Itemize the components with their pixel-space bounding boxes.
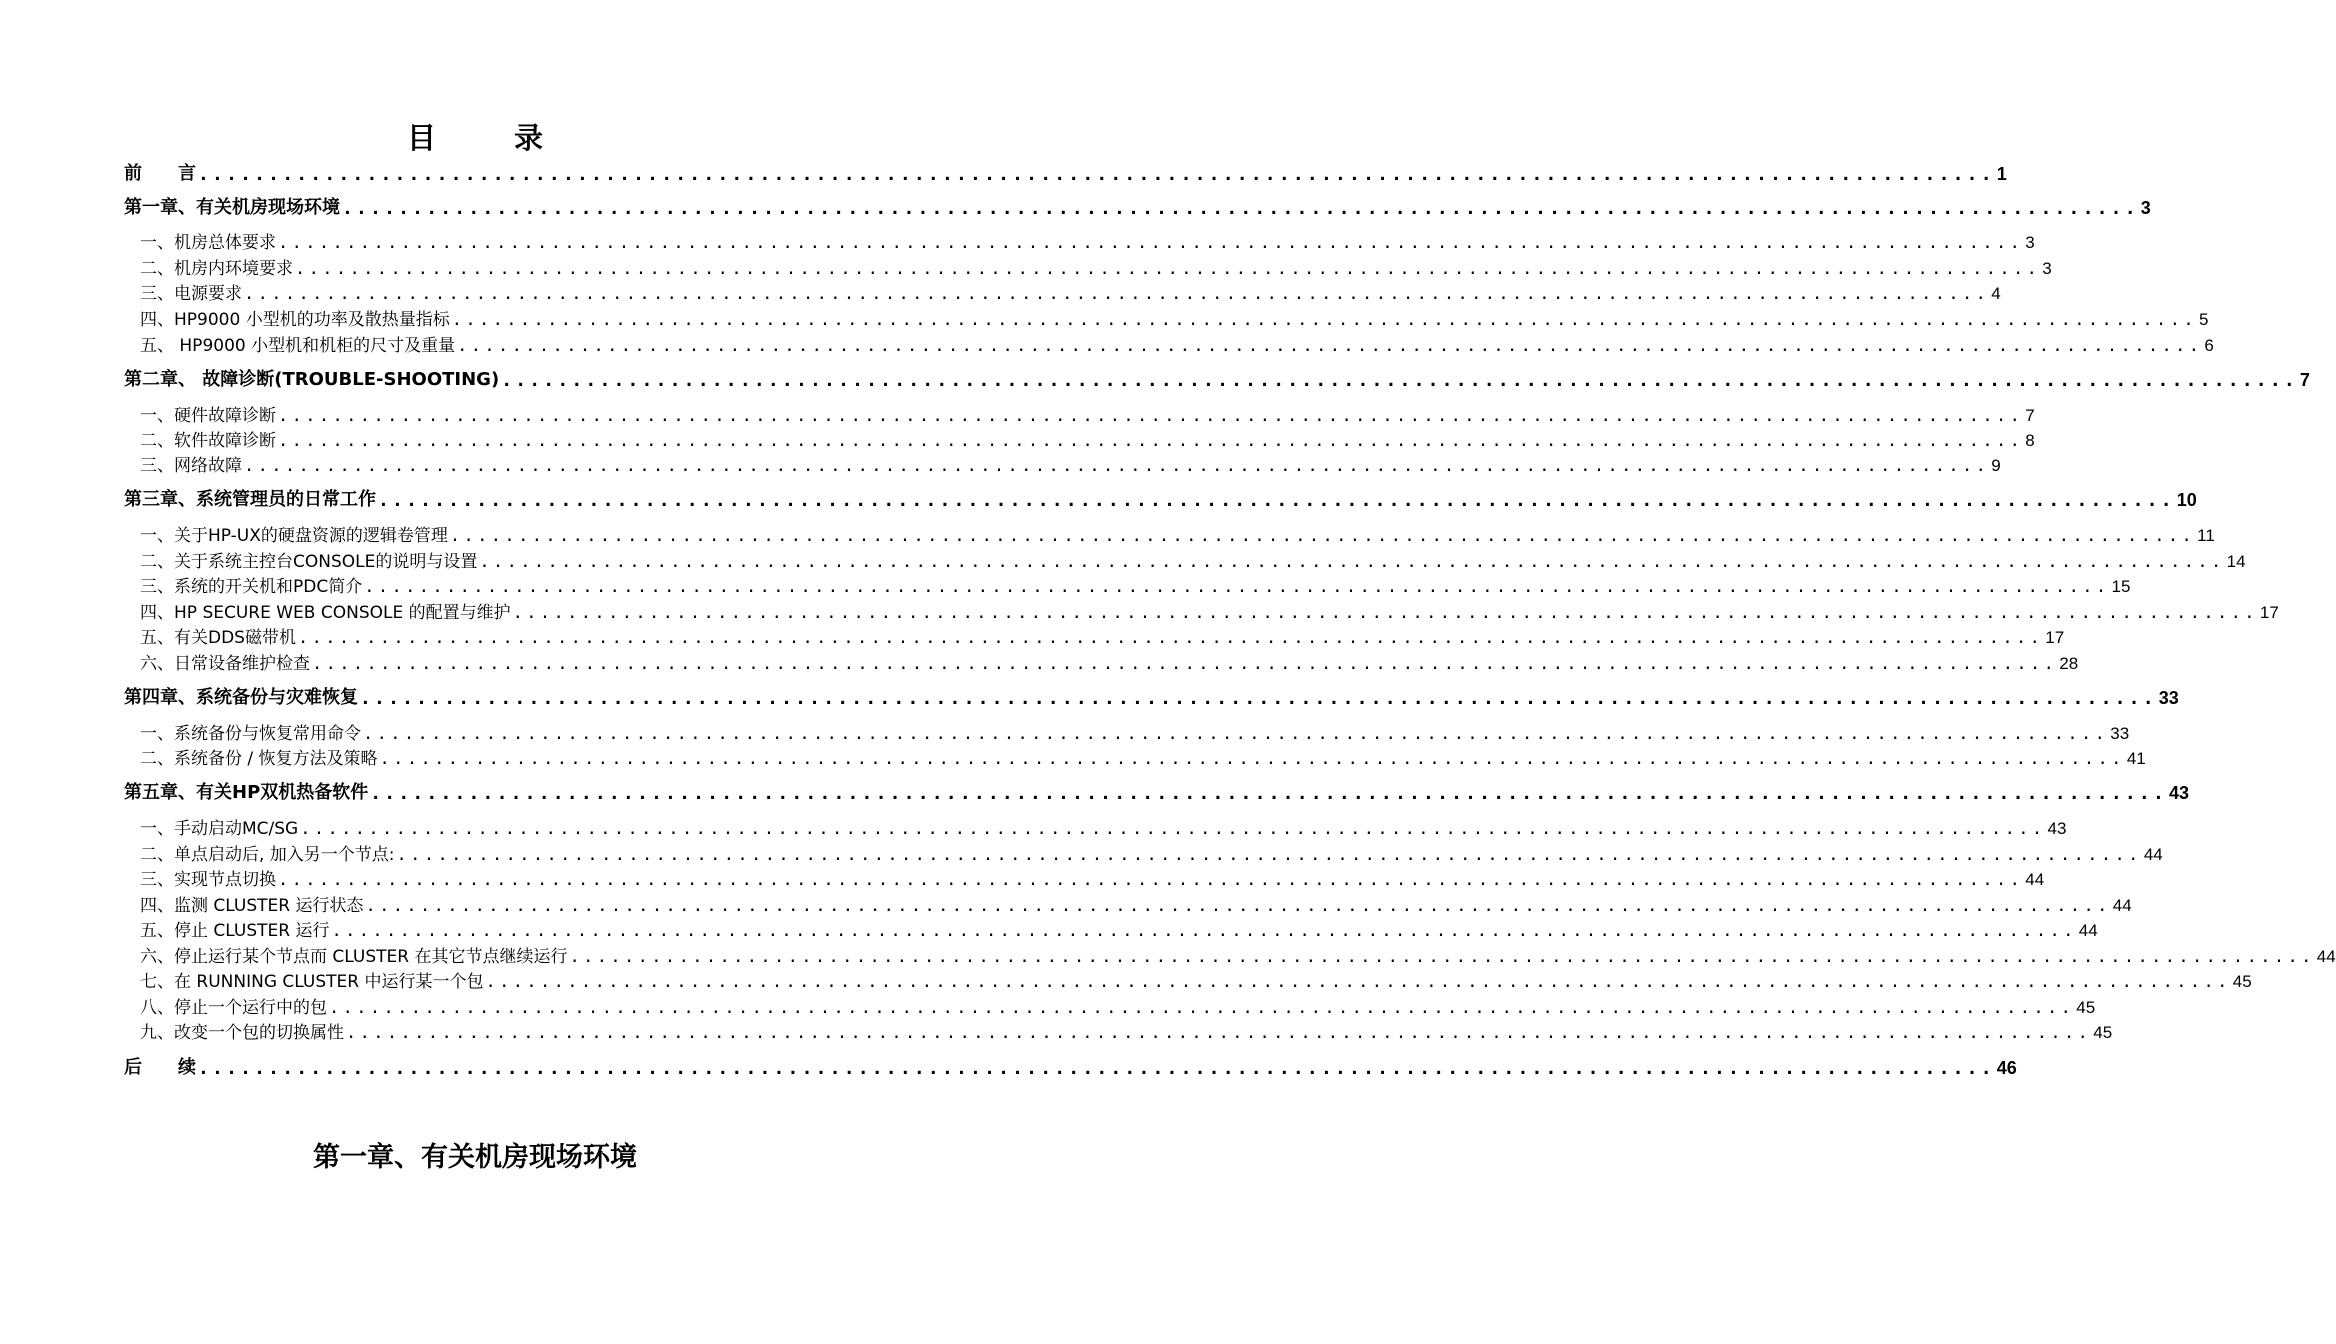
toc-section-entry[interactable]: [124, 841, 2163, 865]
toc-entry-label: 二、系统备份 / 恢复方法及策略: [140, 749, 378, 769]
toc-entry-label: 六、停止运行某个节点而 CLUSTER 在其它节点继续运行: [140, 947, 568, 967]
toc-dot-leader: ................................................................................................................................: [360, 688, 2157, 709]
toc-entry-label: 六、日常设备维护检查: [140, 654, 310, 674]
toc-entry-label: 三、实现节点切换: [140, 870, 276, 890]
toc-page-number: 14: [2226, 552, 2246, 571]
toc-page-number: 10: [2176, 490, 2197, 510]
toc-section-entry[interactable]: [124, 306, 2209, 330]
toc-entry-label: 一、机房总体要求: [140, 233, 276, 253]
toc-dot-leader: ................................................................................................................................: [501, 370, 2298, 391]
toc-dot-leader: ................................................................................................................................: [379, 749, 2125, 769]
toc-page-number: 9: [1991, 456, 2001, 475]
toc-page-number: 3: [2025, 233, 2035, 252]
toc-entry-label: 二、单点启动后, 加入另一个节点:: [140, 845, 395, 865]
toc-page-number: 44: [2078, 921, 2098, 940]
toc-chapter-entry[interactable]: [124, 1055, 2017, 1079]
toc-dot-leader: ................................................................................................................................: [278, 431, 2024, 451]
toc-entry-label: 第二章、 故障诊断(TROUBLE-SHOOTING): [124, 369, 500, 390]
toc-chapter-entry[interactable]: [124, 195, 2151, 219]
toc-page-number: 33: [2158, 688, 2179, 708]
toc-page-number: 8: [2025, 431, 2035, 450]
toc-dot-leader: ................................................................................................................................: [198, 1058, 1995, 1079]
toc-section-entry[interactable]: [124, 280, 2001, 304]
toc-entry-label: 五、有关DDS磁带机: [140, 628, 296, 648]
toc-section-entry[interactable]: [124, 624, 2065, 648]
toc-entry-label: 二、机房内环境要求: [140, 259, 293, 279]
toc-page-number: 41: [2126, 749, 2146, 768]
toc-page-number: 3: [2042, 259, 2052, 278]
toc-section-entry[interactable]: [124, 866, 2045, 890]
toc-page-number: 11: [2197, 526, 2215, 545]
toc-entry-label: 三、网络故障: [140, 456, 242, 476]
toc-entry-label: 四、监测 CLUSTER 运行状态: [140, 896, 364, 916]
toc-title: 目 录: [406, 121, 578, 155]
toc-entry-label: 一、系统备份与恢复常用命令: [140, 724, 361, 744]
toc-page-number: 7: [2299, 370, 2310, 390]
toc-entry-label: 五、停止 CLUSTER 运行: [140, 921, 330, 941]
toc-page-number: 7: [2025, 406, 2035, 425]
toc-entry-label: 第五章、有关HP双机热备软件: [124, 782, 369, 803]
toc-dot-leader: ................................................................................................................................: [278, 870, 2024, 890]
toc-dot-leader: ................................................................................................................................: [449, 526, 2196, 546]
toc-chapter-entry[interactable]: [124, 367, 2310, 391]
toc-page-number: 4: [1991, 284, 2001, 303]
toc-dot-leader: ................................................................................................................................: [278, 233, 2024, 253]
toc-page-number: 44: [2316, 947, 2336, 966]
toc-section-entry[interactable]: [124, 452, 2001, 476]
toc-entry-label: 一、硬件故障诊断: [140, 406, 276, 426]
toc-section-entry[interactable]: [124, 892, 2132, 916]
toc-entry-label: 前 言: [124, 163, 196, 184]
toc-dot-leader: ................................................................................................................................: [364, 577, 2110, 597]
toc-entry-label: 八、停止一个运行中的包: [140, 998, 327, 1018]
toc-page-number: 15: [2111, 577, 2131, 596]
toc-dot-leader: ................................................................................................................................: [396, 845, 2142, 865]
toc-section-entry[interactable]: [124, 968, 2252, 992]
toc-dot-leader: ................................................................................................................................: [342, 198, 2139, 219]
toc-entry-label: 二、软件故障诊断: [140, 431, 276, 451]
toc-entry-label: 第一章、有关机房现场环境: [124, 197, 340, 218]
toc-dot-leader: ................................................................................................................................: [312, 654, 2058, 674]
toc-section-entry[interactable]: [124, 229, 2035, 253]
toc-page-number: 5: [2198, 310, 2209, 329]
toc-dot-leader: ................................................................................................................................: [512, 603, 2258, 623]
toc-entry-label: 九、改变一个包的切换属性: [140, 1023, 344, 1043]
toc-section-entry[interactable]: [124, 522, 2215, 546]
toc-section-entry[interactable]: [124, 745, 2146, 769]
toc-entry-label: 三、电源要求: [140, 284, 242, 304]
toc-section-entry[interactable]: [124, 599, 2279, 623]
toc-chapter-entry[interactable]: [124, 780, 2190, 804]
toc-dot-leader: ................................................................................................................................: [370, 783, 2167, 804]
toc-section-entry[interactable]: [124, 1019, 2113, 1043]
toc-section-entry[interactable]: [124, 255, 2052, 279]
toc-entry-label: 二、关于系统主控台CONSOLE的说明与设置: [140, 552, 478, 572]
toc-entry-label: 第四章、系统备份与灾难恢复: [124, 687, 358, 708]
toc-section-entry[interactable]: [124, 994, 2096, 1018]
toc-dot-leader: ................................................................................................................................: [569, 947, 2315, 967]
toc-entry-label: 一、手动启动MC/SG: [140, 819, 299, 839]
toc-page-number: 43: [2047, 819, 2067, 838]
toc-dot-leader: ................................................................................................................................: [244, 284, 1990, 304]
toc-section-entry[interactable]: [124, 332, 2214, 356]
toc-entry-label: 后 续: [124, 1057, 196, 1078]
toc-section-entry[interactable]: [124, 917, 2098, 941]
toc-entry-label: 四、HP SECURE WEB CONSOLE 的配置与维护: [140, 603, 511, 623]
toc-dot-leader: ................................................................................................................................: [479, 552, 2225, 572]
toc-page-number: 43: [2169, 783, 2190, 803]
toc-dot-leader: ................................................................................................................................: [244, 456, 1990, 476]
toc-dot-leader: ................................................................................................................................: [300, 819, 2046, 839]
toc-chapter-entry[interactable]: [124, 487, 2197, 511]
toc-page-number: 44: [2112, 896, 2132, 915]
toc-section-entry[interactable]: [124, 548, 2246, 572]
toc-dot-leader: ................................................................................................................................: [297, 628, 2044, 648]
toc-section-entry[interactable]: [124, 720, 2130, 744]
toc-chapter-entry[interactable]: [124, 161, 2007, 185]
toc-dot-leader: ................................................................................................................................: [329, 998, 2075, 1018]
toc-page-number: 33: [2110, 724, 2130, 743]
toc-entry-label: 第三章、系统管理员的日常工作: [124, 489, 376, 510]
toc-chapter-entry[interactable]: [124, 685, 2179, 709]
toc-section-entry[interactable]: [124, 427, 2035, 451]
toc-page-number: 6: [2204, 336, 2214, 355]
toc-section-entry[interactable]: [124, 402, 2035, 426]
toc-entry-label: 三、系统的开关机和PDC简介: [140, 577, 363, 597]
toc-dot-leader: ................................................................................................................................: [198, 164, 1995, 185]
toc-entry-label: 一、关于HP-UX的硬盘资源的逻辑卷管理: [140, 526, 448, 546]
toc-dot-leader: ................................................................................................................................: [295, 259, 2041, 279]
toc-section-entry[interactable]: [124, 650, 2079, 674]
toc-page-number: 44: [2025, 870, 2045, 889]
toc-page-number: 46: [1996, 1058, 2017, 1078]
toc-dot-leader: ................................................................................................................................: [457, 336, 2203, 356]
toc-page-number: 3: [2140, 198, 2151, 218]
toc-dot-leader: ................................................................................................................................: [331, 921, 2077, 941]
toc-page-number: 45: [2232, 972, 2252, 991]
toc-page-number: 45: [2076, 998, 2096, 1017]
toc-dot-leader: ................................................................................................................................: [451, 310, 2197, 330]
toc-dot-leader: ................................................................................................................................: [363, 724, 2109, 744]
toc-page-number: 45: [2093, 1023, 2113, 1042]
toc-page-number: 44: [2143, 845, 2163, 864]
toc-page-number: 17: [2259, 603, 2279, 622]
toc-entry-label: 七、在 RUNNING CLUSTER 中运行某一个包: [140, 972, 484, 992]
toc-section-entry[interactable]: [124, 815, 2067, 839]
toc-dot-leader: ................................................................................................................................: [378, 490, 2175, 511]
toc-dot-leader: ................................................................................................................................: [278, 406, 2024, 426]
chapter-heading: 第一章、有关机房现场环境: [313, 1142, 637, 1173]
toc-page-number: 28: [2059, 654, 2079, 673]
toc-entry-label: 四、HP9000 小型机的功率及散热量指标: [140, 310, 450, 330]
toc-entry-label: 五、 HP9000 小型机和机柜的尺寸及重量: [140, 336, 456, 356]
toc-page-number: 1: [1996, 164, 2007, 184]
toc-dot-leader: ................................................................................................................................: [346, 1023, 2092, 1043]
toc-page-number: 17: [2045, 628, 2065, 647]
toc-dot-leader: ................................................................................................................................: [485, 972, 2231, 992]
toc-section-entry[interactable]: [124, 943, 2336, 967]
toc-dot-leader: ................................................................................................................................: [365, 896, 2111, 916]
toc-section-entry[interactable]: [124, 573, 2131, 597]
